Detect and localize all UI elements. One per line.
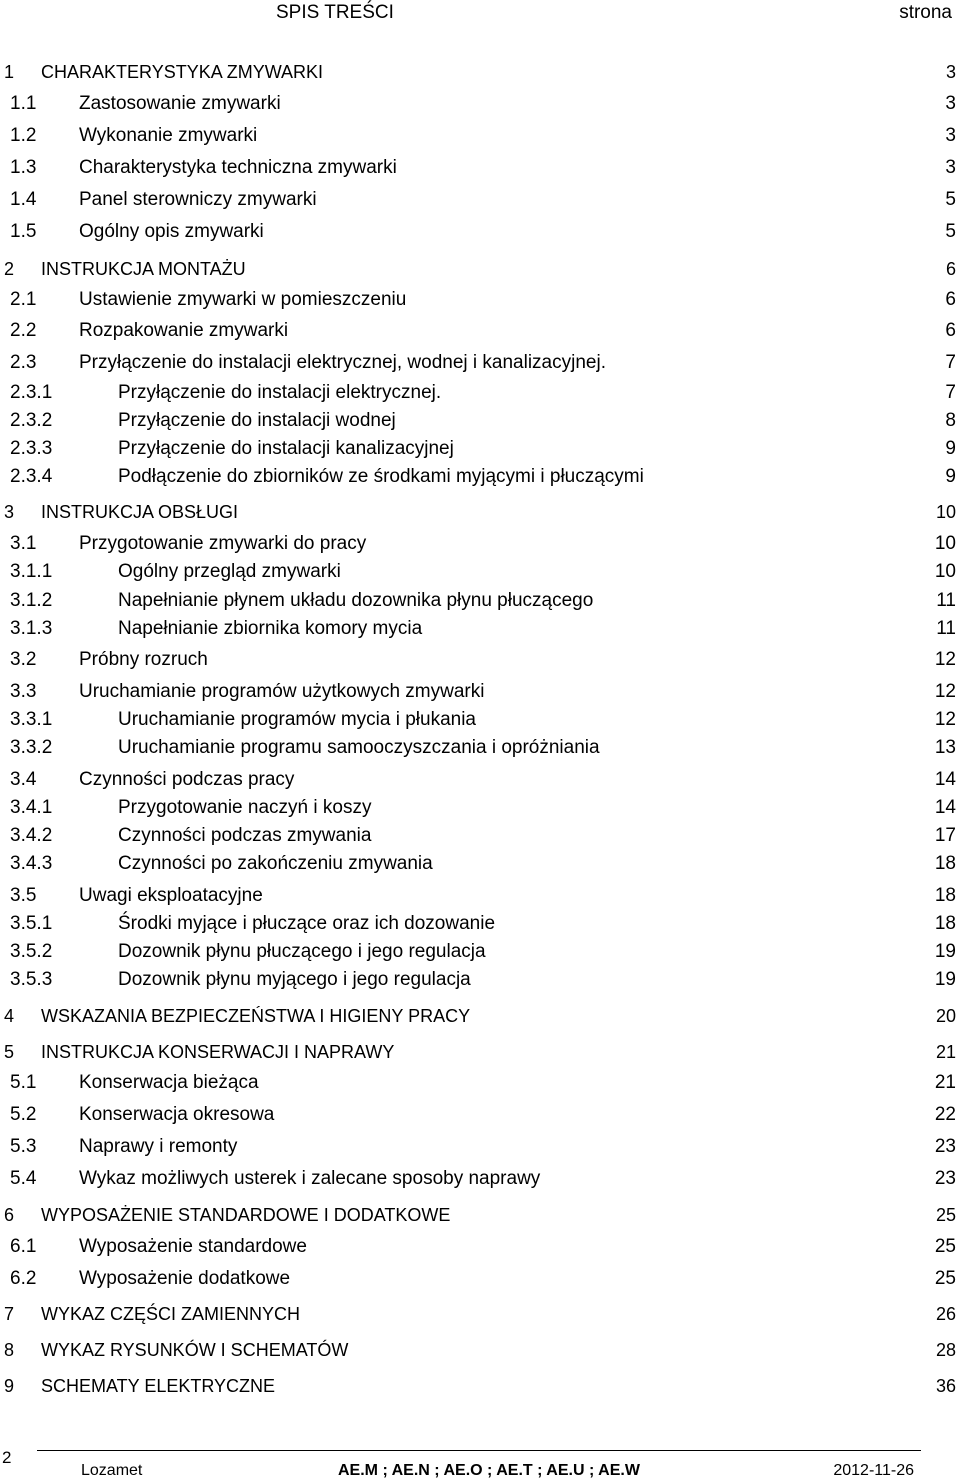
toc-entry-page: 19 — [934, 969, 956, 990]
toc-entry-title: Napełnianie płynem układu dozownika płynu płuczącego — [118, 590, 594, 611]
toc-entry-page: 17 — [934, 825, 956, 846]
toc-entry-page: 10 — [935, 502, 956, 522]
toc-entry-title: Próbny rozruch — [79, 649, 208, 670]
toc-entry-number: 2.1 — [10, 289, 37, 310]
toc-entry[interactable] — [0, 92, 960, 116]
toc-entry[interactable] — [0, 1167, 960, 1191]
toc-entry-page: 11 — [936, 618, 956, 639]
toc-entry[interactable] — [0, 1235, 960, 1259]
toc-entry-page: 21 — [934, 1072, 956, 1093]
toc-entry-page: 25 — [934, 1236, 956, 1257]
toc-entry-page: 36 — [935, 1376, 956, 1396]
toc-entry-title: Uwagi eksploatacyjne — [79, 885, 263, 906]
toc-entry[interactable] — [0, 257, 960, 281]
toc-entry-page: 9 — [945, 438, 956, 459]
toc-entry-number: 3.1.3 — [10, 618, 53, 639]
toc-entry[interactable] — [0, 1040, 960, 1064]
toc-entry-title: WYPOSAŻENIE STANDARDOWE I DODATKOWE — [41, 1205, 451, 1225]
page-column-label: strona — [899, 2, 952, 23]
toc-entry[interactable] — [0, 940, 960, 964]
toc-entry-title: Uruchamianie programów mycia i płukania — [118, 709, 476, 730]
toc-entry-title: Konserwacja okresowa — [79, 1104, 275, 1125]
toc-entry[interactable] — [0, 319, 960, 343]
toc-entry-title: Wyposażenie dodatkowe — [79, 1268, 291, 1289]
toc-entry[interactable] — [0, 288, 960, 312]
toc-entry-page: 22 — [934, 1104, 956, 1125]
toc-entry-title: INSTRUKCJA KONSERWACJI I NAPRAWY — [41, 1042, 395, 1062]
toc-entry-number: 6.1 — [10, 1236, 37, 1257]
toc-entry[interactable] — [0, 680, 960, 704]
toc-entry-number: 3.4.2 — [10, 825, 53, 846]
toc-entry-number: 3.5.2 — [10, 941, 53, 962]
toc-entry-number: 3.2 — [10, 649, 37, 670]
toc-entry-number: 3.4 — [10, 769, 37, 790]
toc-entry-title: Przygotowanie zmywarki do pracy — [79, 533, 367, 554]
toc-entry-number: 2.3.1 — [10, 382, 53, 403]
toc-entry-page: 5 — [945, 189, 956, 210]
toc-entry-page: 6 — [945, 259, 956, 279]
toc-entry[interactable] — [0, 1267, 960, 1291]
toc-entry-number: 3.1.2 — [10, 590, 53, 611]
footer-divider — [37, 1450, 921, 1451]
toc-entry-number: 1.3 — [10, 157, 37, 178]
toc-entry-number: 4 — [4, 1006, 15, 1026]
toc-entry[interactable] — [0, 968, 960, 992]
toc-entry-title: Ogólny przegląd zmywarki — [118, 561, 341, 582]
toc-entry-number: 7 — [4, 1304, 15, 1324]
toc-entry[interactable] — [0, 381, 960, 405]
toc-entry-page: 10 — [934, 561, 956, 582]
toc-entry-number: 3.1 — [10, 533, 37, 554]
toc-entry-page: 18 — [934, 913, 956, 934]
toc-entry-title: Ustawienie zmywarki w pomieszczeniu — [79, 289, 407, 310]
toc-entry-title: Wykonanie zmywarki — [79, 125, 258, 146]
toc-entry-page: 23 — [934, 1136, 956, 1157]
toc-entry[interactable] — [0, 796, 960, 820]
toc-entry[interactable] — [0, 884, 960, 908]
footer-models: AE.M ; AE.N ; AE.O ; AE.T ; AE.U ; AE.W — [338, 1462, 640, 1479]
toc-entry-page: 26 — [935, 1304, 956, 1324]
toc-entry[interactable] — [0, 351, 960, 375]
toc-entry-page: 28 — [935, 1340, 956, 1360]
toc-entry[interactable] — [0, 60, 960, 84]
toc-entry-page: 14 — [934, 797, 956, 818]
toc-entry[interactable] — [0, 560, 960, 584]
toc-entry-page: 12 — [934, 681, 956, 702]
toc-entry[interactable] — [0, 124, 960, 148]
toc-entry-page: 3 — [945, 157, 956, 178]
toc-entry-title: Naprawy i remonty — [79, 1136, 238, 1157]
toc-entry[interactable] — [0, 1071, 960, 1095]
toc-entry-title: INSTRUKCJA OBSŁUGI — [41, 502, 239, 522]
toc-entry-page: 7 — [945, 382, 956, 403]
toc-entry-title: Uruchamianie programu samooczyszczania i opróżniania — [118, 737, 600, 758]
toc-entry-number: 2 — [4, 259, 15, 279]
toc-entry[interactable] — [0, 768, 960, 792]
toc-entry-page: 3 — [945, 93, 956, 114]
toc-entry-page: 6 — [945, 320, 956, 341]
toc-entry[interactable] — [0, 188, 960, 212]
toc-entry-title: Dozownik płynu myjącego i jego regulacja — [118, 969, 471, 990]
toc-entry-number: 2.2 — [10, 320, 37, 341]
toc-entry-number: 6.2 — [10, 1268, 37, 1289]
toc-entry-title: Napełnianie zbiornika komory mycia — [118, 618, 423, 639]
toc-entry[interactable] — [0, 589, 960, 613]
toc-entry-page: 7 — [945, 352, 956, 373]
toc-entry[interactable] — [0, 437, 960, 461]
toc-entry[interactable] — [0, 1203, 960, 1227]
toc-entry-page: 3 — [945, 62, 956, 82]
toc-entry-number: 3.5.1 — [10, 913, 53, 934]
toc-entry-page: 20 — [935, 1006, 956, 1026]
toc-entry[interactable] — [0, 852, 960, 876]
toc-entry-number: 1.1 — [10, 93, 37, 114]
toc-entry-number: 6 — [4, 1205, 15, 1225]
toc-entry-page: 23 — [934, 1168, 956, 1189]
toc-entry-title: Wykaz możliwych usterek i zalecane sposoby naprawy — [79, 1168, 541, 1189]
toc-entry-number: 3.4.1 — [10, 797, 53, 818]
toc-entry-number: 2.3.4 — [10, 466, 53, 487]
toc-entry[interactable] — [0, 220, 960, 244]
page-title: SPIS TREŚCI — [276, 2, 394, 23]
toc-entry-page: 5 — [945, 221, 956, 242]
toc-entry[interactable] — [0, 1302, 960, 1326]
toc-entry-page: 10 — [934, 533, 956, 554]
toc-entry-number: 2.3.2 — [10, 410, 53, 431]
toc-entry[interactable] — [0, 1338, 960, 1362]
toc-entry-number: 1.5 — [10, 221, 37, 242]
toc-entry-title: SCHEMATY ELEKTRYCZNE — [41, 1376, 276, 1396]
toc-entry-number: 5.4 — [10, 1168, 37, 1189]
toc-entry-number: 8 — [4, 1340, 15, 1360]
toc-entry-page: 25 — [934, 1268, 956, 1289]
footer-company: Lozamet — [81, 1462, 143, 1479]
toc-entry-page: 21 — [935, 1042, 956, 1062]
toc-entry-number: 1 — [4, 62, 15, 82]
toc-entry-number: 5.1 — [10, 1072, 37, 1093]
toc-entry-title: Uruchamianie programów użytkowych zmywarki — [79, 681, 485, 702]
toc-entry[interactable] — [0, 500, 960, 524]
toc-entry-title: Przygotowanie naczyń i koszy — [118, 797, 372, 818]
toc-entry-title: Czynności podczas zmywania — [118, 825, 372, 846]
toc-entry-number: 9 — [4, 1376, 15, 1396]
toc-entry-page: 12 — [934, 709, 956, 730]
toc-entry-title: Przyłączenie do instalacji elektrycznej, wodnej i kanalizacyjnej. — [79, 352, 606, 373]
toc-entry-page: 14 — [934, 769, 956, 790]
toc-entry[interactable] — [0, 156, 960, 180]
toc-entry-page: 8 — [945, 410, 956, 431]
footer-page-number: 2 — [2, 1448, 12, 1467]
toc-entry-title: Przyłączenie do instalacji elektrycznej. — [118, 382, 442, 403]
toc-entry[interactable] — [0, 1135, 960, 1159]
toc-entry-page: 18 — [934, 853, 956, 874]
toc-entry-title: Wyposażenie standardowe — [79, 1236, 307, 1257]
toc-entry-number: 3.5.3 — [10, 969, 53, 990]
toc-entry-page: 3 — [945, 125, 956, 146]
toc-entry-title: Przyłączenie do instalacji wodnej — [118, 410, 396, 431]
toc-entry-title: INSTRUKCJA MONTAŻU — [41, 259, 246, 279]
toc-entry-page: 13 — [934, 737, 956, 758]
toc-entry-number: 3.5 — [10, 885, 37, 906]
toc-entry-title: Czynności podczas pracy — [79, 769, 295, 790]
toc-entry-page: 6 — [945, 289, 956, 310]
toc-entry-page: 25 — [935, 1205, 956, 1225]
toc-entry[interactable] — [0, 708, 960, 732]
toc-entry-title: WYKAZ RYSUNKÓW I SCHEMATÓW — [41, 1340, 349, 1360]
toc-entry-number: 5.2 — [10, 1104, 37, 1125]
toc-entry[interactable] — [0, 1103, 960, 1127]
toc-entry-title: Dozownik płynu płuczącego i jego regulacja — [118, 941, 486, 962]
toc-entry[interactable] — [0, 824, 960, 848]
toc-entry-title: Zastosowanie zmywarki — [79, 93, 281, 114]
toc-entry-title: Konserwacja bieżąca — [79, 1072, 259, 1093]
toc-entry[interactable] — [0, 1374, 960, 1398]
toc-entry[interactable] — [0, 736, 960, 760]
toc-entry-number: 5.3 — [10, 1136, 37, 1157]
toc-entry-title: Panel sterowniczy zmywarki — [79, 189, 317, 210]
footer-date: 2012-11-26 — [833, 1462, 914, 1479]
toc-entry-title: Środki myjące i płuczące oraz ich dozowanie — [118, 913, 496, 934]
toc-entry-title: Charakterystyka techniczna zmywarki — [79, 157, 397, 178]
toc-entry-title: Przyłączenie do instalacji kanalizacyjnej — [118, 438, 454, 459]
toc-entry-title: WSKAZANIA BEZPIECZEŃSTWA I HIGIENY PRACY — [41, 1006, 471, 1026]
toc-entry-number: 3.1.1 — [10, 561, 53, 582]
toc-entry-title: Czynności po zakończeniu zmywania — [118, 853, 433, 874]
toc-entry-title: WYKAZ CZĘŚCI ZAMIENNYCH — [41, 1304, 301, 1324]
toc-entry-page: 9 — [945, 466, 956, 487]
toc-entry-title: Podłączenie do zbiorników ze środkami myjącymi i płuczącymi — [118, 466, 644, 487]
toc-entry-number: 1.4 — [10, 189, 37, 210]
toc-entry-number: 2.3.3 — [10, 438, 53, 459]
toc-entry-number: 1.2 — [10, 125, 37, 146]
toc-entry-number: 3 — [4, 502, 15, 522]
toc-entry[interactable] — [0, 532, 960, 556]
toc-entry[interactable] — [0, 409, 960, 433]
toc-entry-page: 12 — [934, 649, 956, 670]
toc-entry-number: 3.3.1 — [10, 709, 53, 730]
toc-entry-number: 2.3 — [10, 352, 37, 373]
toc-entry-page: 19 — [934, 941, 956, 962]
toc-entry-number: 3.4.3 — [10, 853, 53, 874]
toc-entry[interactable] — [0, 648, 960, 672]
toc-entry[interactable] — [0, 912, 960, 936]
toc-entry[interactable] — [0, 1004, 960, 1028]
toc-entry-title: CHARAKTERYSTYKA ZMYWARKI — [41, 62, 324, 82]
toc-entry-page: 18 — [934, 885, 956, 906]
toc-entry-number: 3.3.2 — [10, 737, 53, 758]
toc-entry-page: 11 — [936, 590, 956, 611]
toc-entry[interactable] — [0, 617, 960, 641]
toc-entry-number: 3.3 — [10, 681, 37, 702]
toc-entry-title: Ogólny opis zmywarki — [79, 221, 264, 242]
toc-entry[interactable] — [0, 465, 960, 489]
toc-entry-number: 5 — [4, 1042, 15, 1062]
toc-entry-title: Rozpakowanie zmywarki — [79, 320, 289, 341]
